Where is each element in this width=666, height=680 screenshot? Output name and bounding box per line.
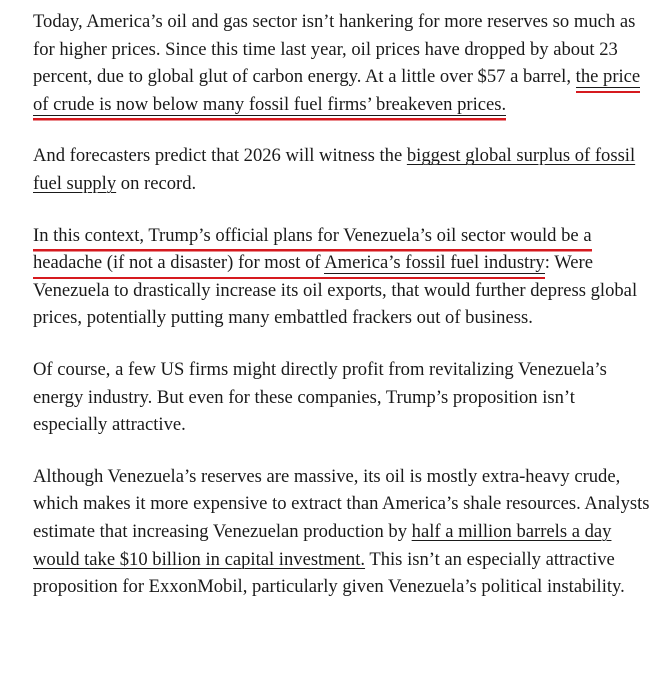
paragraph-reserves-text: Although Venezuela’s reserves are massive, its oil is mostly extra-heavy crude, which makes it more expensive to extract than America’s shale resources. Analysts estimate that increasing Venezuelan production by [33, 465, 650, 542]
link-fossil-fuel-industry[interactable]: America’s fossil fuel industry [324, 252, 545, 279]
paragraph-forecasters [33, 142, 653, 197]
paragraph-reserves [33, 463, 653, 601]
paragraph-oil-prices-text: Today, America’s oil and gas sector isn’t hankering for more reserves so much as for higher prices. Since this time last year, oil prices have dropped by about 23 percent, due to global glut of carbon energy. At a little over $57 a barrel, [33, 11, 636, 88]
highlighted-venezuela-plans-text: In this context, Trump’s official plans for Venezuela’s oil sector would be a headache (if not a disaster) for most of [33, 225, 592, 280]
link-global-surplus[interactable]: biggest global surplus of fossil fuel supply [33, 145, 636, 194]
article-body [33, 8, 653, 625]
paragraph-forecasters-text: And forecasters predict that 2026 will witness the [33, 145, 407, 167]
paragraph-us-firms [33, 356, 653, 439]
paragraph-venezuela-plans-tail: : Were Venezuela to drastically increase its oil exports, that would further depress global prices, potentially putting many embattled frackers out of business. [33, 252, 638, 329]
paragraph-oil-prices [33, 8, 653, 118]
paragraph-reserves-tail: This isn’t an especially attractive proposition for ExxonMobil, particularly given Venezuela’s political instability. [33, 548, 625, 598]
paragraph-venezuela-plans [33, 222, 653, 332]
link-crude-breakeven-prices[interactable]: the price of crude is now below many fossil fuel firms’ breakeven prices. [33, 66, 640, 121]
paragraph-forecasters-tail: on record. [116, 172, 197, 194]
link-capital-investment[interactable]: half a million barrels a day would take $10 billion in capital investment. [33, 520, 612, 570]
paragraph-us-firms-text: Of course, a few US firms might directly profit from revitalizing Venezuela’s energy industry. But even for these companies, Trump’s proposition isn’t especially attractive. [33, 358, 607, 436]
